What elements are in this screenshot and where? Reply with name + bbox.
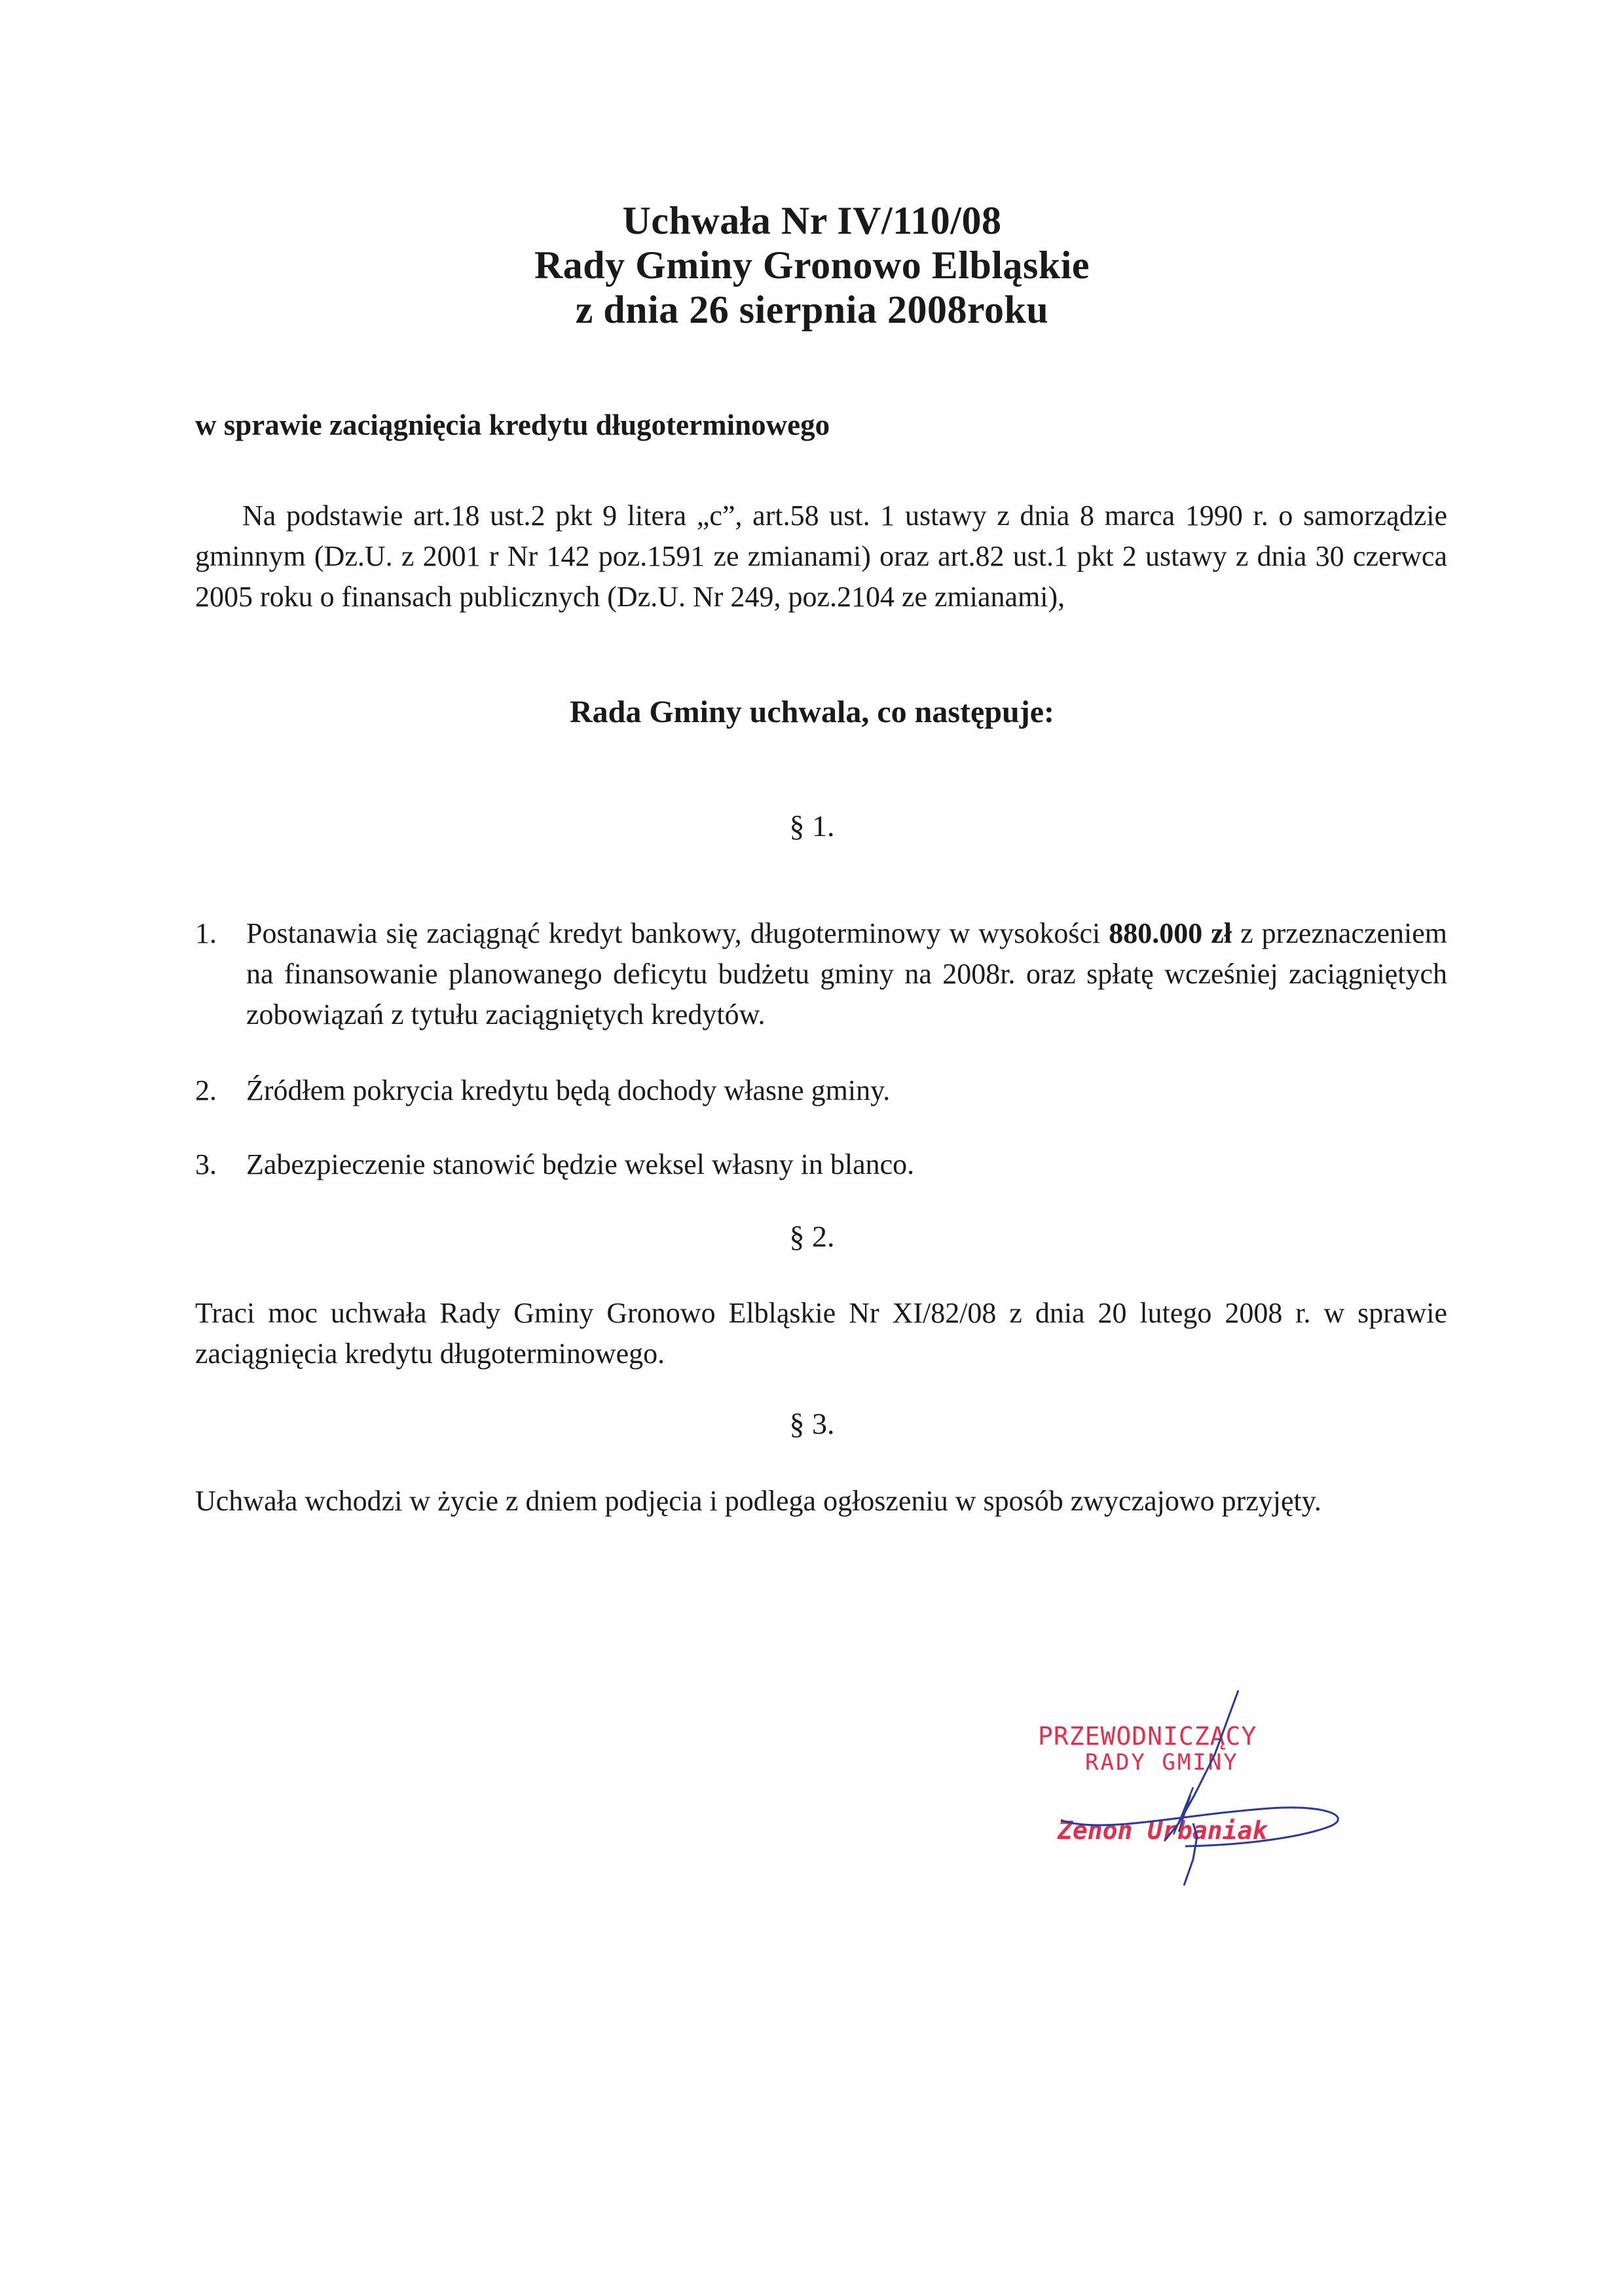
legal-basis-text: Na podstawie art.18 ust.2 pkt 9 litera „c”, art.58 ust. 1 ustawy z dnia 8 marca 1990 r. o samorządzie gminnym (Dz.U. z 2001 r Nr 142 poz.1591 ze zmianami) oraz art.82 ust.1 pkt 2 ustawy z dnia 30 czerwca 2005 roku o finansach publicznych (Dz.U. Nr 249, poz.2104 ze zmianami), [195,500,1447,613]
section-2-text: Traci moc uchwała Rady Gminy Gronowo Elbląskie Nr XI/82/08 z dnia 20 lutego 2008 r. w sprawie zaciągnięcia kredytu długoterminowego. [195,1297,1447,1370]
item-text-before: Postanawia się zaciągnąć kredyt bankowy, długoterminowy w wysokości [246,917,1109,949]
legal-basis-paragraph [195,496,1447,617]
stamp-title: PRZEWODNICZĄCY [1038,1722,1257,1751]
list-item-number: 3. [195,1148,217,1180]
section-3-mark: § 3. [789,1407,835,1440]
resolves-heading: Rada Gminy uchwala, co następuje: [569,695,1055,729]
resolution-subject: w sprawie zaciągnięcia kredytu długoterminowego [195,409,830,441]
list-item-1 [195,913,1447,1035]
list-item-text [246,913,1447,1035]
section-1-mark: § 1. [789,809,835,843]
list-item-2 [195,1070,1447,1111]
resolution-title: Uchwała Nr IV/110/08 [622,199,1002,242]
resolution-date: z dnia 26 sierpnia 2008roku [575,288,1049,331]
section-3-text: Uchwała wchodzi w życie z dniem podjęcia i podlega ogłoszeniu w sposób zwyczajowo przyjęty. [195,1485,1321,1517]
list-item-3-wrap [195,1144,1447,1185]
list-item-text: Źródłem pokrycia kredytu będą dochody własne gminy. [246,1074,891,1106]
list-item-3 [195,1144,1447,1185]
section-2-mark: § 2. [789,1220,835,1253]
council-name: Rady Gminy Gronowo Elbląskie [534,244,1090,287]
section-1-list [195,913,1447,1035]
stamp-council: RADY GMINY [1085,1749,1239,1776]
list-item-number: 1. [195,917,217,949]
stamp-name: Zenon Urbaniak [1058,1816,1268,1845]
chairman-stamp [1038,1722,1378,1845]
credit-amount: 880.000 zł [1109,917,1232,949]
list-item-number: 2. [195,1074,217,1106]
item-text-after: z przeznaczeniem na finansowanie planowanego deficytu budżetu gminy na 2008r. oraz spłatę wcześniej zaciągniętych zobowiązań z tytułu zaciągniętych kredytów. [246,917,1447,1030]
list-item-2-wrap [195,1070,1447,1111]
list-item-text: Zabezpieczenie stanowić będzie weksel własny in blanco. [246,1148,915,1180]
